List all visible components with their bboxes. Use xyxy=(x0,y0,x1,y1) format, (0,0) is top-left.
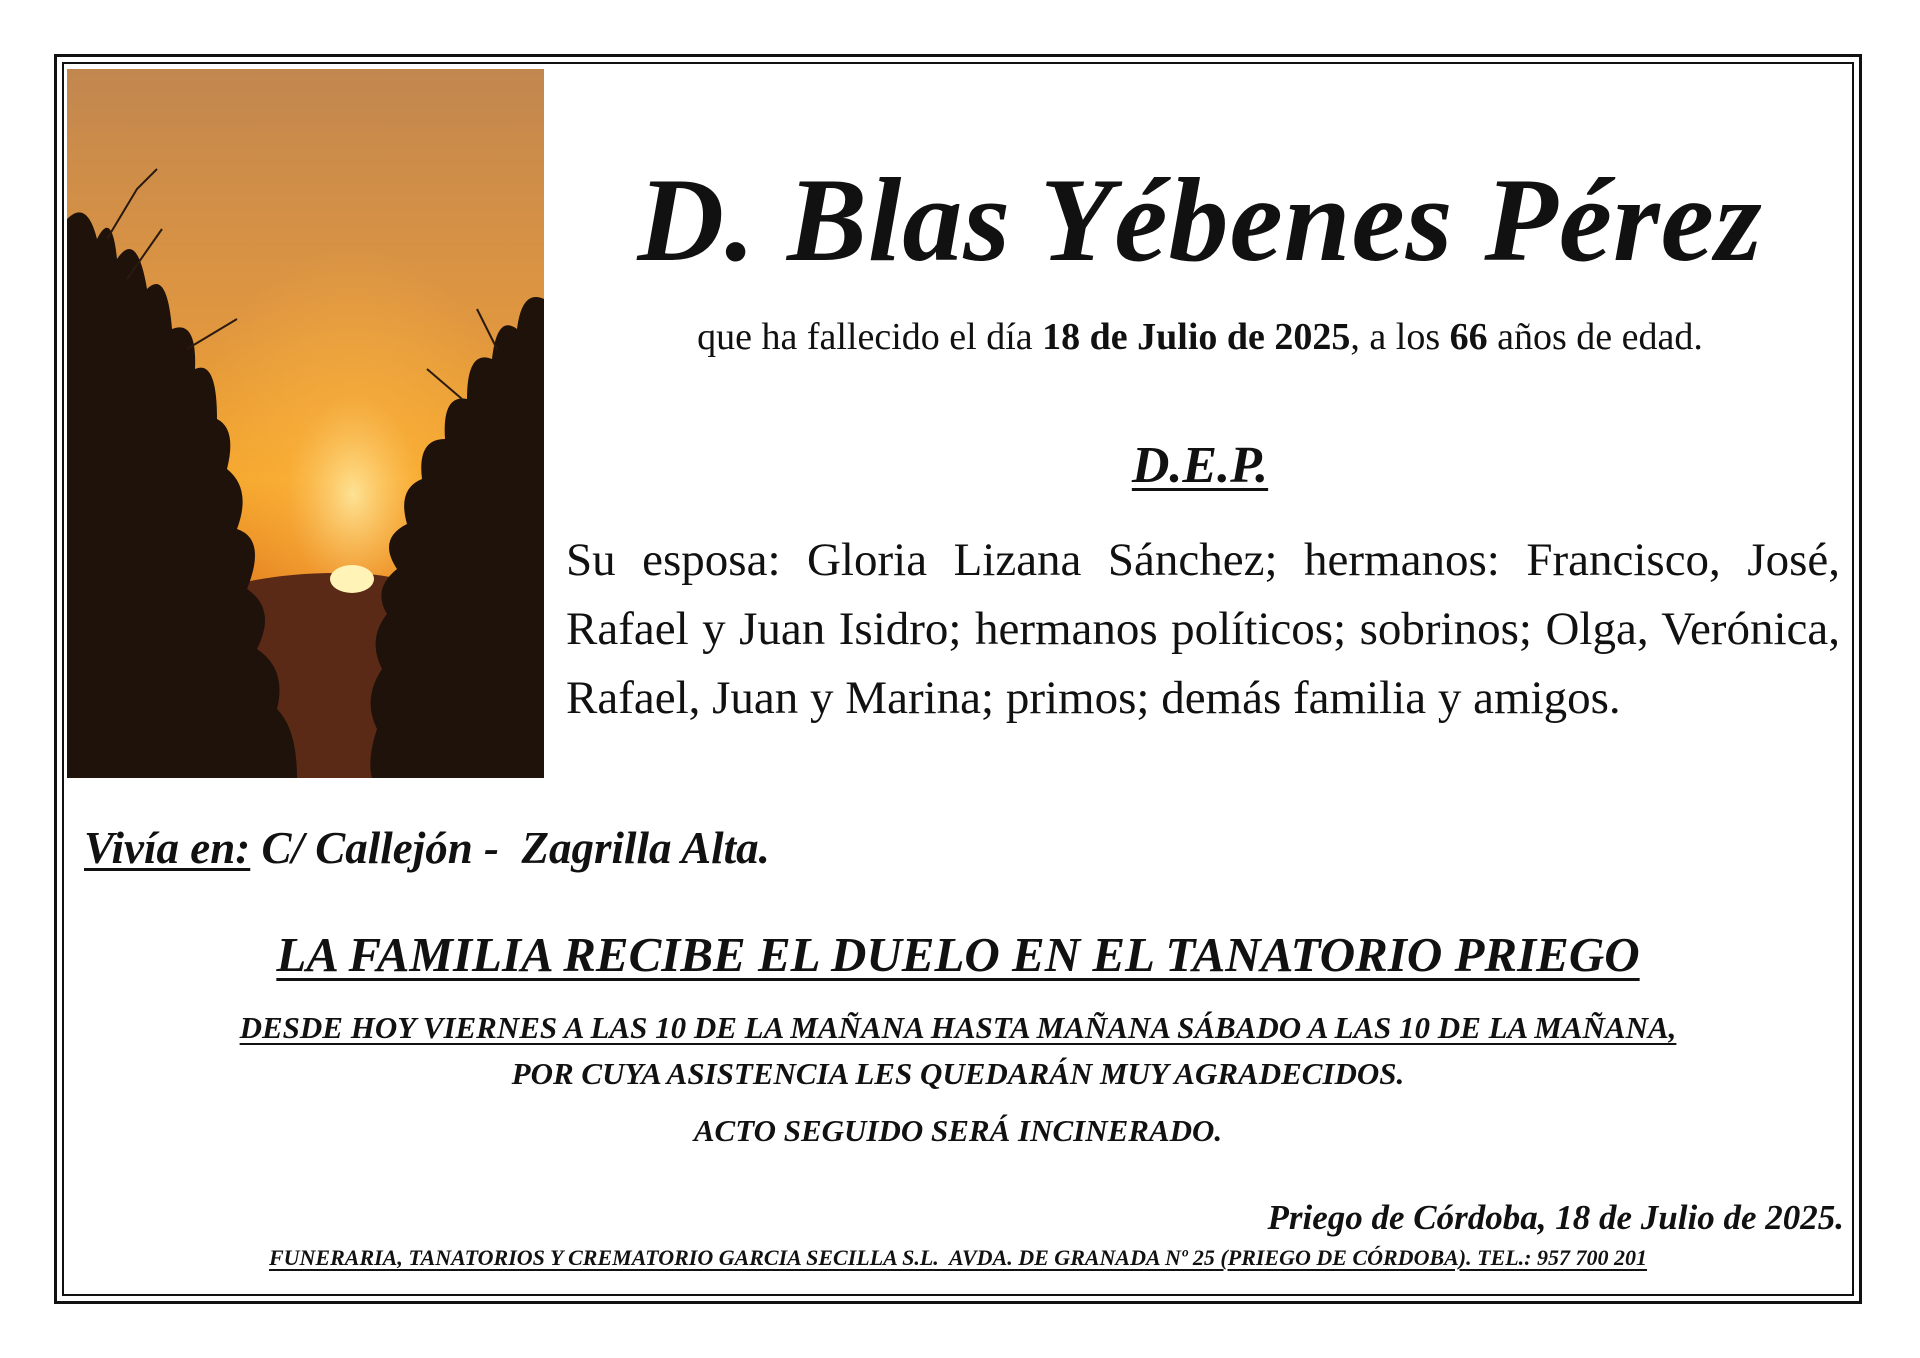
funeral-home-footer: FUNERARIA, TANATORIOS Y CREMATORIO GARCIA SECILLA S.L. AVDA. DE GRANADA Nº 25 (PRIEGO DE CÓRDOBA). TEL.: 957 700 201 xyxy=(268,1245,1648,1270)
dep-heading: D.E.P. xyxy=(1131,437,1269,494)
age: 66 xyxy=(1449,316,1488,358)
duel-heading: LA FAMILIA RECIBE EL DUELO EN EL TANATORIO PRIEGO xyxy=(276,927,1640,982)
cremation-note: ACTO SEGUIDO SERÁ INCINERADO. xyxy=(693,1113,1223,1148)
death-text-2: , a los xyxy=(1350,316,1450,358)
sunset-image xyxy=(67,69,544,778)
family-list: Su esposa: Gloria Lizana Sánchez; hermanos: Francisco, José, Rafael y Juan Isidro; hermanos políticos; sobrinos; Olga, Verónica, Rafael, Juan y Marina; primos; demás familia y amigos. xyxy=(566,534,1840,724)
address-label: Vivía en: xyxy=(84,823,251,873)
death-text-1: que ha fallecido el día xyxy=(697,316,1043,358)
sunset-photo xyxy=(67,69,544,778)
death-text-3: años de edad. xyxy=(1487,316,1703,358)
duel-thanks: POR CUYA ASISTENCIA LES QUEDARÁN MUY AGRADECIDOS. xyxy=(511,1056,1405,1091)
address-value: C/ Callejón - Zagrilla Alta. xyxy=(250,823,770,873)
place-date: Priego de Córdoba, 18 de Julio de 2025. xyxy=(1267,1198,1844,1237)
sun-shape xyxy=(330,565,374,593)
address-line xyxy=(84,823,770,873)
deceased-name: D. Blas Yébenes Pérez xyxy=(637,153,1763,286)
death-date: 18 de Julio de 2025 xyxy=(1042,316,1351,358)
duel-schedule: DESDE HOY VIERNES A LAS 10 DE LA MAÑANA HASTA MAÑANA SÁBADO A LAS 10 DE LA MAÑANA, xyxy=(239,1010,1677,1045)
death-announcement xyxy=(560,318,1840,356)
